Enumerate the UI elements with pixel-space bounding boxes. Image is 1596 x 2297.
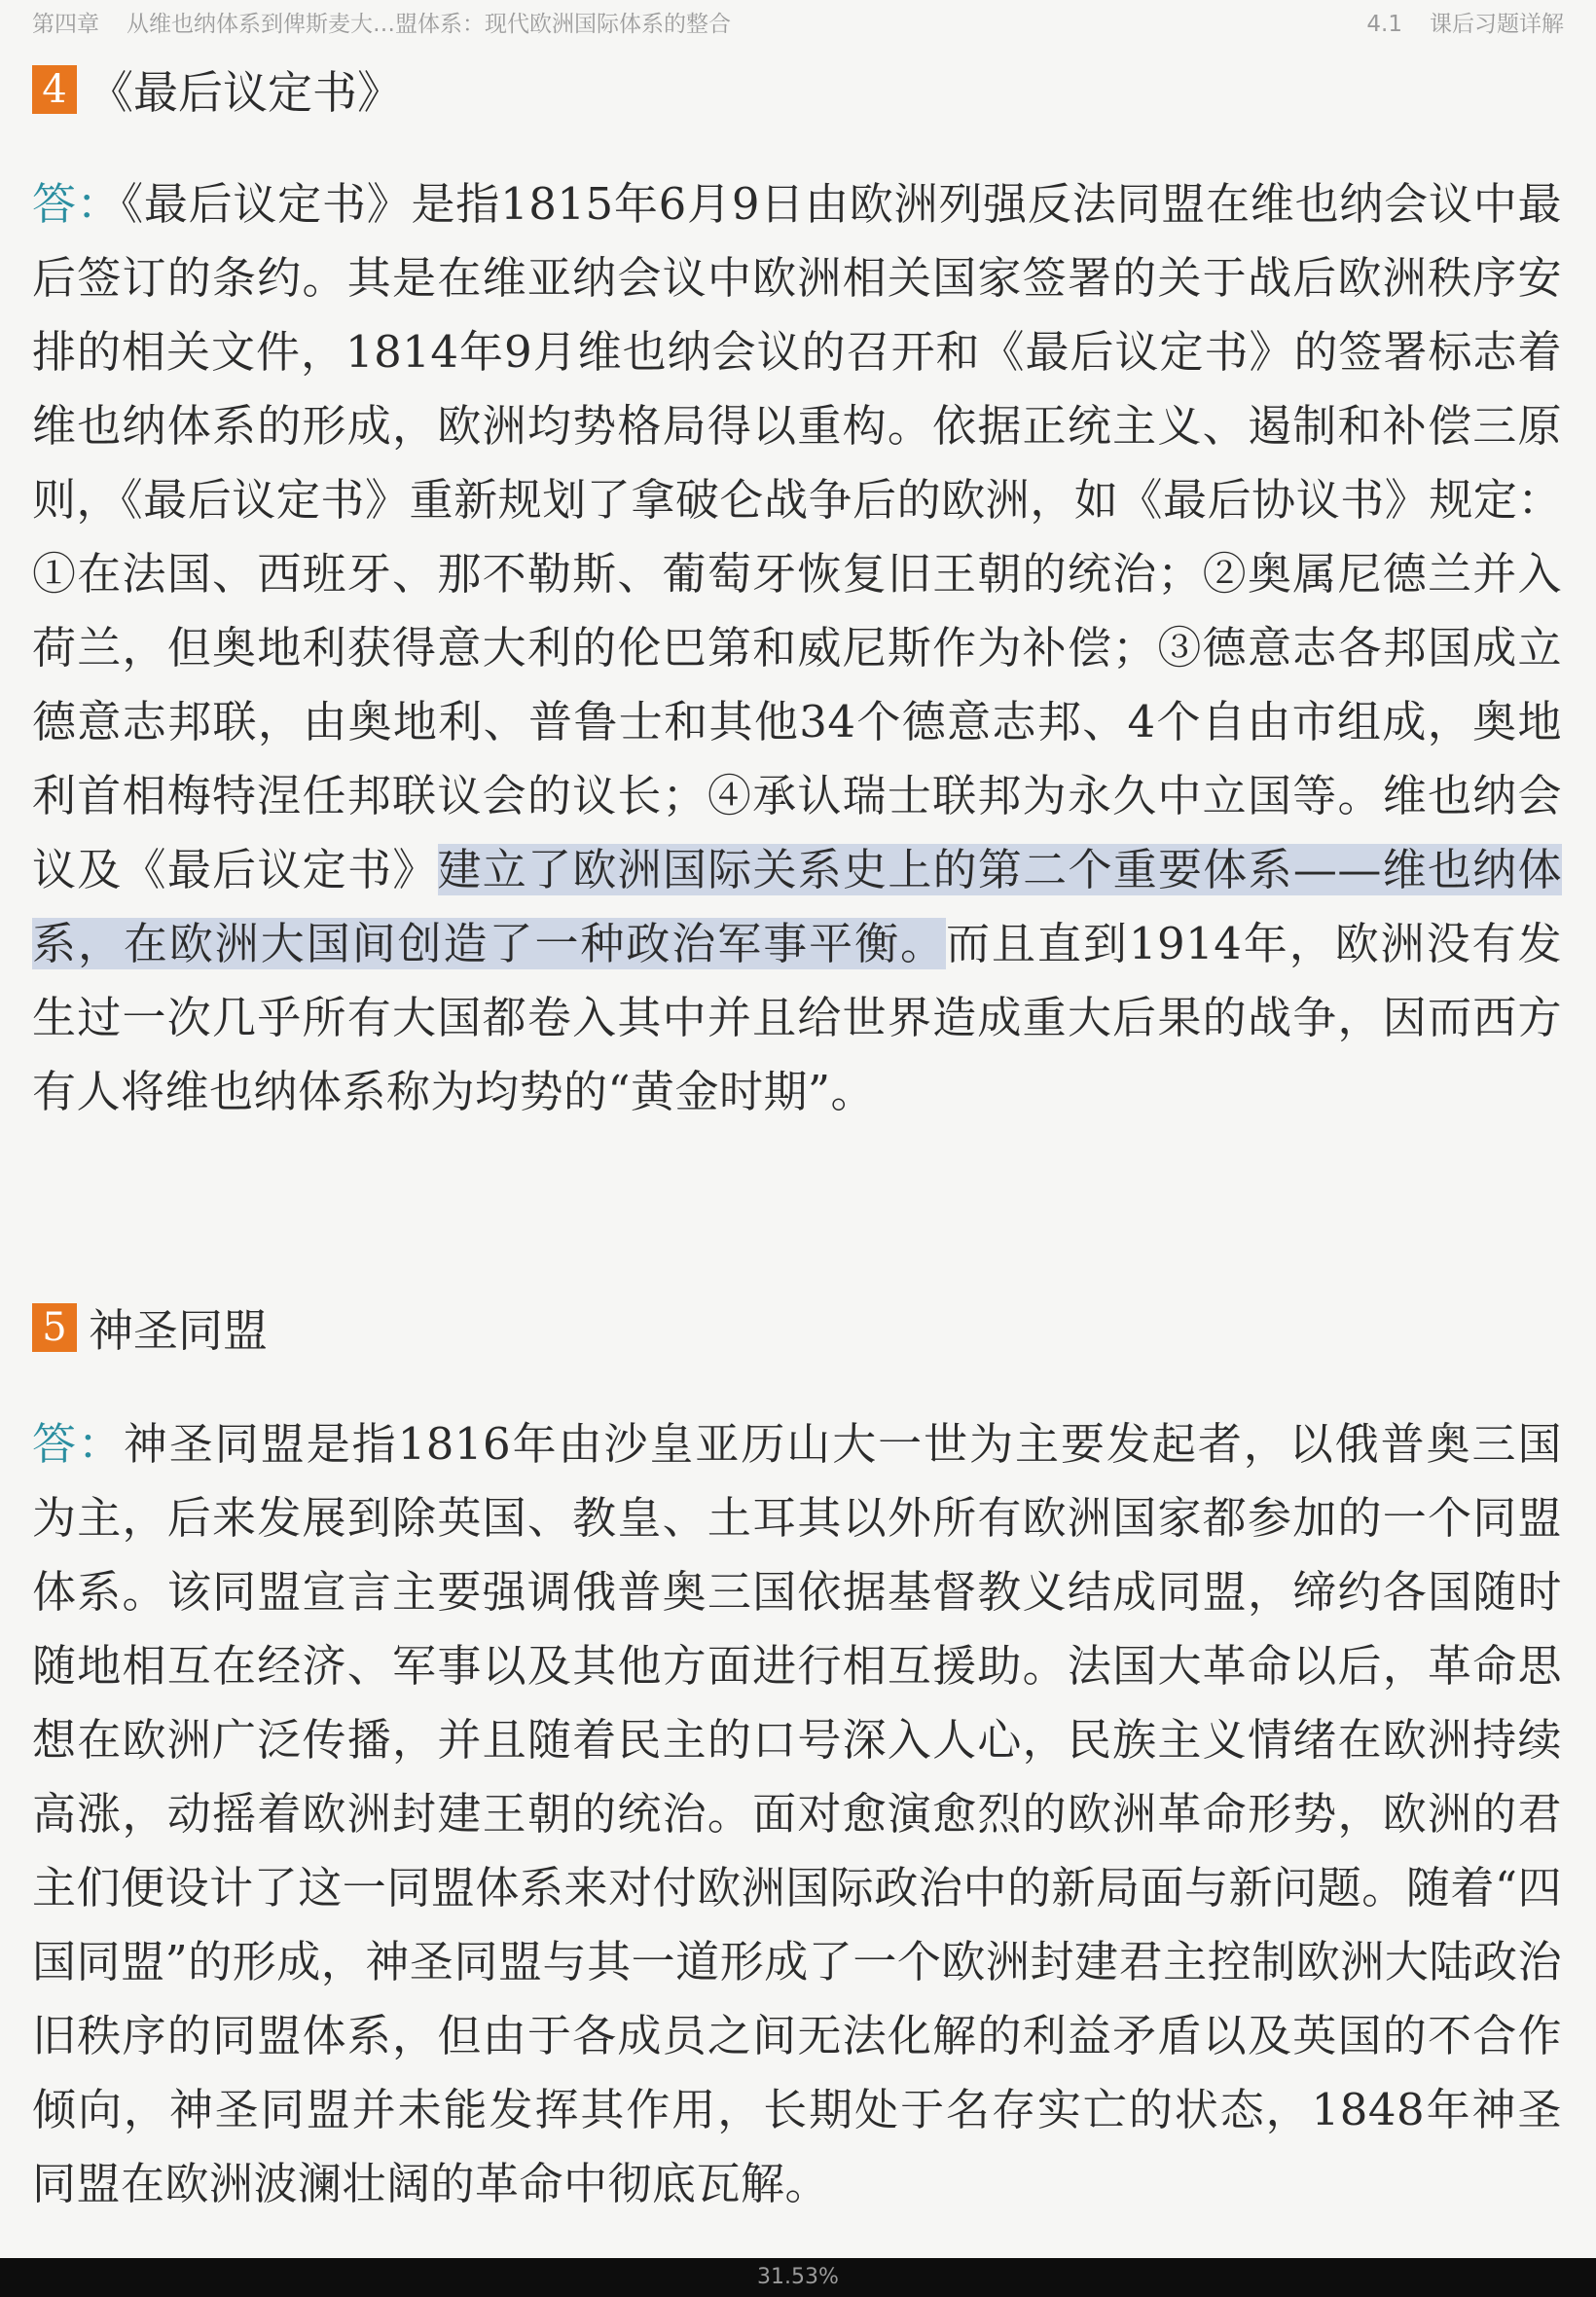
highlighted-text[interactable]: 建立了欧洲国际关系史上的第二个重要体系——维也纳体系，在欧洲大国间创造了一种政治军事平衡。 — [32, 844, 1562, 969]
section-5-answer[interactable] — [32, 1407, 1562, 2221]
answer-text: 《最后议定书》是指1815年6月9日由欧洲列强反法同盟在维也纳会议中最后签订的条约。其是在维亚纳会议中欧洲相关国家签署的关于战后欧洲秩序安排的相关文件，1814年9月维也纳会议的召开和《最后议定书》的签署标志着维也纳体系的形成，欧洲均势格局得以重构。依据正统主义、遏制和补偿三原则，《最后议定书》重新规划了拿破仑战争后的欧洲，如《最后协议书》规定：①在法国、西班牙、那不勒斯、葡萄牙恢复旧王朝的统治；②奥属尼德兰并入荷兰，但奥地利获得意大利的伦巴第和威尼斯作为补偿；③德意志各邦国成立德意志邦联，由奥地利、普鲁士和其他34个德意志邦、4个自由市组成，奥地利首相梅特涅任邦联议会的议长；④承认瑞士联邦为永久中立国等。维也纳会议及《最后议定书》 — [32, 178, 1562, 895]
answer-text: 神圣同盟是指1816年由沙皇亚历山大一世为主要发起者，以俄普奥三国为主，后来发展到除英国、教皇、土耳其以外所有欧洲国家都参加的一个同盟体系。该同盟宣言主要强调俄普奥三国依据基督教义结成同盟，缔约各国随时随地相互在经济、军事以及其他方面进行相互援助。法国大革命以后，革命思想在欧洲广泛传播，并且随着民主的口号深入人心，民族主义情绪在欧洲持续高涨，动摇着欧洲封建王朝的统治。面对愈演愈烈的欧洲革命形势，欧洲的君主们便设计了这一同盟体系来对付欧洲国际政治中的新局面与新问题。随着“四国同盟”的形成，神圣同盟与其一道形成了一个欧洲封建君主控制欧洲大陆政治旧秩序的同盟体系，但由于各成员之间无法化解的利益矛盾以及英国的不合作倾向，神圣同盟并未能发挥其作用，长期处于名存实亡的状态，1848年神圣同盟在欧洲波澜壮阔的革命中彻底瓦解。 — [32, 1418, 1562, 2209]
reader-header — [0, 0, 1596, 43]
reading-progress: 31.53% — [757, 2265, 839, 2289]
chapter-label: 第四章 — [32, 12, 99, 37]
reading-progress-bar — [0, 2258, 1596, 2297]
section-name: 课后习题详解 — [1430, 12, 1564, 37]
header-right — [1366, 6, 1564, 38]
section-5-number-badge: 5 — [32, 1303, 77, 1352]
book-title: 从维也纳体系到俾斯麦大…盟体系：现代欧洲国际体系的整合 — [127, 12, 731, 37]
section-4-title: 《最后议定书》 — [89, 66, 402, 119]
section-5-title: 神圣同盟 — [89, 1304, 268, 1357]
section-5-heading — [32, 1298, 268, 1357]
answer-label: 答： — [32, 1418, 124, 1470]
header-left — [32, 6, 731, 38]
section-4-heading — [32, 60, 402, 119]
section-4-answer[interactable] — [32, 167, 1562, 1129]
section-4-number-badge: 4 — [32, 65, 77, 114]
section-number: 4.1 — [1366, 12, 1402, 37]
answer-label: 答： — [32, 178, 122, 230]
answer-text-continued: 而且直到1914年，欧洲没有发生过一次几乎所有大国都卷入其中并且给世界造成重大后果的战争，因而西方有人将维也纳体系称为均势的“黄金时期”。 — [32, 918, 1562, 1117]
